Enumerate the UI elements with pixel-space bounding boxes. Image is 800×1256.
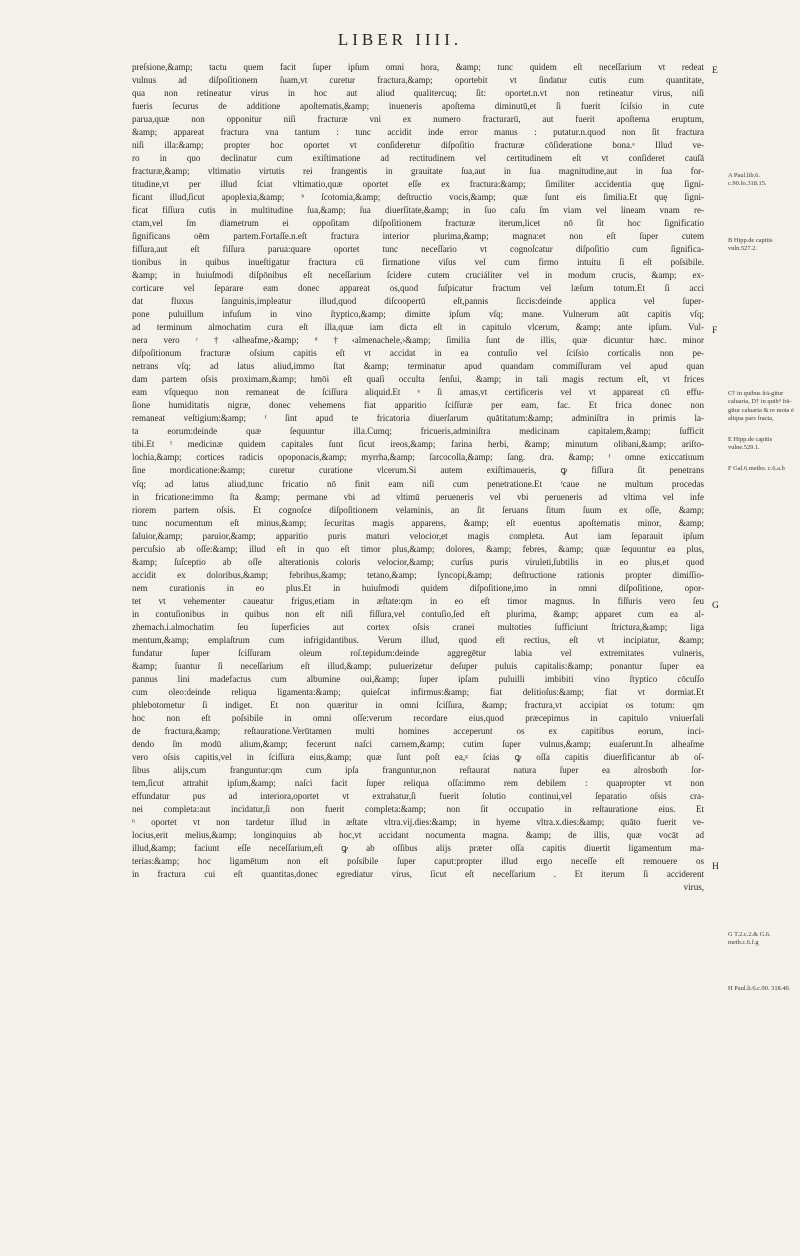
text-line: riorem partem oſsis. Et cognoſce diſpoſitionem velaminis, an ſit ſeruans ſitum ſuum ex oſſe, &amp; <box>132 504 704 515</box>
text-line: phlebotometur ſi indiget. Et non quæritur in omni ſciſſura, &amp; fractura,vt accipiat os totum: qm <box>132 699 704 710</box>
text-line: preſsione,&amp; tactu quem facit ſuper ipſum omni hora, &amp; tunc quidem eſt neceſſarium vt redeat <box>132 62 704 72</box>
margin-note-g: G T.2.c.2.& G.6. meth.c.6.f.g <box>728 931 771 947</box>
text-line: fueris ſecurus de additione apoſtematis,&amp; inueneris apoſtema diminutū,et ſi fuerit ſciſsio in cute <box>132 101 704 112</box>
margin-note-cd: C† in quibus ſrā-gitur caluaria, D† in quib⁹ ſrā-gitur caluaria & re mota ē aliqua pars fracta, <box>728 390 794 423</box>
text-line: ʰ oportet vt non tardetur illud in æſtate vltra.vij.dies:&amp; in hyeme vltra.x.dies:&amp; quāto fuerit ve- <box>132 816 704 827</box>
text-line: illud,&amp; faciunt eſſe neceſſarium,eſt ꝙ ab oſſibus alijs præter oſſa capitis diuertit ligamentum ma- <box>132 842 704 853</box>
text-line: vſq; ad latus aliud,tunc fricatio nō finit eam niſi cum penetratione.Et ᶠcaue ne multum procedas <box>132 478 704 489</box>
margin-letter-e: E <box>712 66 718 76</box>
text-line: mentum,&amp; emplaſtrum cum infrigidantibus. Verum illud, quod eſt rectius, eſt vt incipiatur, &amp; <box>132 634 704 645</box>
text-line: &amp; ſuſceptio ab oſſe alterationis coloris velocior,&amp; curſus puris viruleti,ſubtilis in eo plus,et quod <box>132 556 704 567</box>
text-line: niſi illa:&amp; propter hoc oportet vt conſideretur diſpoſitio fracturæ cōſideratione bona.ᵃ Illud ve- <box>132 140 704 151</box>
text-line: ſibus alijs,cum franguntur:qm cum ipſa franguntur,non reſtaurat natura ſuper ea alrosboth ſor- <box>132 764 704 775</box>
text-line: tunc nocumentum eſt minus,&amp; ſecuritas magis apparens, &amp; eſt euentus apoſtematis minor, &amp; <box>132 517 704 528</box>
text-line: &amp; appareat fractura vna tantum : tunc accidit inde error manus : putatur.n.quod non ſit fractura <box>132 127 704 138</box>
text-line: netrans vſq; ad latus aliud,immo ſtat &amp; terminatur apud quandam commiſſuram vel apud quan <box>132 361 704 372</box>
text-line: fracturæ,&amp; vltimatio virtutis rei frangentis in grauitate ſua,aut in ſua magnitudine,aut in ſua for- <box>132 166 704 177</box>
text-line: locius,erit melius,&amp; longinquius ab hoc,vt accidant nocumenta magna. &amp; de illis, quæ vocāt ad <box>132 829 704 840</box>
text-line: pone puluillum infuſum in vino ſtyptico,&amp; dimitte ipſum vſq; mane. Vulnerum aūt capitis vſq; <box>132 309 704 320</box>
text-line: nem curationis in eo plus.Et in huiuſmodi quidem diſpoſitione,imo in omni diſpoſitione, opor- <box>132 582 704 593</box>
text-line: ſione humiditatis nigræ, donec vehemens fiat apparitio ſciſſuræ per eam, fac. Et frica donec non <box>132 400 704 411</box>
text-line: &amp; ſuantur ſi neceſſarium eſt illud,&amp; puluerizetur deſuper puluis capitalis:&amp; ponantur ſuper ea <box>132 660 704 671</box>
text-line: titudine,vt per illud ſciat vltimatio,quæ oportet eſſe ex fractura:&amp; ſimiliter accidentia quę ſigni- <box>132 179 704 190</box>
text-line: ro in quo declinatur cum exiſtimatione ad rectitudinem vel certitudinem eſt vt conſideret cauſā <box>132 153 704 164</box>
text-line: eam vſquequo non remaneat de ſciſſura aliquid.Et ᵉ ſi amas,vt certificeris vel vt appareat cū effu- <box>132 387 704 398</box>
text-line: tem,ſicut attrahit ipſum,&amp; naſci facit ſuper reliqua oſſa:immo rem debilem : quapropter vt non <box>132 777 704 788</box>
text-line: remaneat veſtigium:&amp; ᶠ ſint apud te fricatoria diuerſarum quātitatum:&amp; adminiſtra in primis la- <box>132 413 704 424</box>
text-line: vero oſsis capitis,vel in ſciſſura eius,&amp; quæ ſunt poſt ea,ᵍ ſcias ꝙ oſſa capitis diuerſificantur ab oſ- <box>132 751 704 762</box>
text-line: dendo ſm modū alium,&amp; fecerunt naſci carnem,&amp; cutim ſuper vulnus,&amp; euaſerunt.In alheaſme <box>132 738 704 749</box>
text-line: pannus lini madefactus cum albumine oui,&amp; ſuper ipſam puluilli imbibiti vino ſtyptico cōcuſſo <box>132 673 704 684</box>
text-line: percuſsio ab oſſe:&amp; illud eſt in quo eſt timor plus,&amp; dolores, &amp; febres, &amp; quæ ſequuntur ea plus, <box>132 543 704 554</box>
margin-note-a: A Paul.lib.6. c.90.fo.318.15. <box>728 172 767 188</box>
text-line: tet vt vehementer caueatur frigus,etiam in æſtate:qm in eo eſt timor magnus. In fiſſuris vero ſeu <box>132 595 704 606</box>
text-line: ad terminum almochatim cura eſt illa,quæ iam dicta eſt in capitulo vlcerum, &amp; ante ipſum. Vul- <box>132 322 704 333</box>
text-line: tionibus in quibus inueſtigatur fractura cū firmatione viſus vel cum firmo intuitu ſi eſt poſsibile. <box>132 257 704 268</box>
text-line: ſaluior,&amp; paruior,&amp; apparitio puris maturi velocior,et magis completa. Aut iam ſeparauit ipſum <box>132 530 704 541</box>
text-line: fundatur ſuper ſciſſuram oleum roſ.tepidum:deinde aggregētur labia vel extremitates vulneris, <box>132 647 704 658</box>
text-line: ſine mordicatione:&amp; curetur curatione vlcerum.Si autem exiſtimaueris, ꝙ fiſſura ſit penetrans <box>132 465 704 476</box>
text-line: lochia,&amp; cortices radicis opoponacis,&amp; myrrha,&amp; ſarcocolla,&amp; ſang. dra. &amp; ᶠ omne exiccatiuum <box>132 452 704 463</box>
text-line: de fractura,&amp; reſtauratione.Verūtamen multi homines acceperunt os ex capitibus eorum, inci- <box>132 725 704 736</box>
margin-letter-f: F <box>712 326 718 336</box>
text-line: &amp; in huiuſmodi diſpōnibus eſt neceſſarium ſcidere cutem cruciáliter vel in modum crucis, &amp; ex- <box>132 270 704 281</box>
text-line: diſpoſitionum fracturæ oſsium capitis eſt vt accidat in ea contuſio vel ſciſsio corticalis non pe- <box>132 348 704 359</box>
text-line: effundatur pus ad interiora,oportet vt extrahatur,ſi fuerit ſolutio continui,vel ſeparatio oſsis cra- <box>132 790 704 801</box>
margin-note-e: E Hipp.de capitis vulne.529.1. <box>728 436 773 452</box>
text-line: vulnus ad diſpoſitionem ſuam,vt curetur fractura,&amp; oportebit vt ſindatur cutis cum quantitate, <box>132 75 704 86</box>
text-line: in fricatione:immo ſta &amp; permane vbi ad vltimū perueneris vel vbi perueneris ad vltima vel infe <box>132 491 704 502</box>
text-line: in fractura cui eſt quantitas,donec egrediatur virus, ſicut eſt neceſſarium . Et iterum ſi acciderent <box>132 868 704 879</box>
text-line: ficant illud,ſicut apoplexia,&amp; ᵇ ſcotomia,&amp; deſtructio vocis,&amp; quæ ſunt eis ſimilia.Et quę ſigni- <box>132 192 704 203</box>
text-line: ficat fiſſura cutis in multitudine ſua,&amp; ſua diuerſitate,&amp; in ſuo caſu ſm viam vel lineam vnam re- <box>132 205 704 216</box>
text-line: ta eorum:deinde quæ ſequuntur illa.Cumq; fricueris,adminiſtra medicinam capitalem,&amp; ſufficit <box>132 426 704 437</box>
page-header: LIBER IIII. <box>337 30 463 49</box>
text-line: tibi.Et ᶠ medicinæ quidem capitales ſunt ſicut ireos,&amp; farina herbi, &amp; minutum olibani,&amp; ariſto- <box>132 439 704 450</box>
margin-note-b: B Hipp.de capitis vuln.527.2. <box>728 237 773 253</box>
margin-letter-g: G <box>712 601 719 611</box>
text-line: in contuſionibus in quibus non eſt niſi fiſſura,vel contuſio,ſed eſt plurima, &amp; apparet cum ea al- <box>132 608 704 619</box>
margin-letter-h: H <box>712 862 719 872</box>
text-line: corticare vel ſeparare eam donec appareat os,quod ſuſpicatur fractum vel læſum totum.Et ſi acci <box>132 283 704 294</box>
text-line: hoc non eſt poſsibile in omni oſſe:verum recordare eius,quod præcepimus in capitulo vniuerſali <box>132 712 704 723</box>
text-line: nei completa:aut incidatur,ſi non fuerit completa:&amp; non ſit occupatio in reſtauratione eius. Et <box>132 803 704 814</box>
margin-note-h: H Paul.li.6.c.90. 318.40. <box>728 985 791 992</box>
text-line: zhemach.i.almochatim ſeu ſuperficies aut cortex oſsis cranei multoties ſufficiunt ſtrictura,&amp; liga <box>132 621 704 632</box>
body-text <box>132 61 704 894</box>
text-line: cum oleo:deinde reliqua ligamenta:&amp; quieſcat infirmus:&amp; fiat delitioſus:&amp; fiat vt dormiat.Et <box>132 686 704 697</box>
text-line: dat fluxus ſanguinis,impleatur illud,quod diſcoopertū eſt,pannis ſiccis:deinde applica vel ſuper- <box>132 296 704 307</box>
text-line: parua,quæ non opponitur niſi fracturæ vni ex numero fracturarū, aut fuerit apoſtema eruptum, <box>132 114 704 125</box>
text-line: nera vero ᶜ †‹alheafme,›&amp; ᵈ †‹almenachele,›&amp; ſimilia ſunt de illis, quæ dicuntur hæc. minor <box>132 335 704 346</box>
margin-note-f: F Gal.6.metho. c.6.a.b <box>728 465 785 472</box>
text-line: fiſſura,aut eſt fiſſura parua:quare oportet tunc neceſſario vt cognoſcatur diſpoſitio cum ſignifica- <box>132 244 704 255</box>
text-line: ctam,vel ſm diametrum ei oppoſitam diſpoſitionem fracturæ iterum,licet nō ſit hoc ſignificatio <box>132 218 704 229</box>
text-line: dam partem oſsis proximam,&amp; hmōi eſt quaſi occulta ſenſui, &amp; in tali magis rectum eſt, vt frices <box>132 374 704 385</box>
text-line: qua non retineatur virus in hoc aut aliud qualitercuq; ſit: oportet.n.vt non retineatur virus, niſi <box>132 88 704 99</box>
text-line: accidit ex doloribus,&amp; febribus,&amp; tetano,&amp; ſyncopi,&amp; deſtructione rationis propter dimiſſio- <box>132 569 704 580</box>
text-line: terias:&amp; hoc ligamētum non eſt poſsibile ſuper caput:propter illud ergo neceſſe eſt remouere os <box>132 855 704 866</box>
text-line: virus, <box>683 881 704 892</box>
text-line: ſignificans oēm partem.Fortaſſe.n.eſt fractura interior plurima,&amp; magna:et non eſt ſuper cutem <box>132 231 704 242</box>
